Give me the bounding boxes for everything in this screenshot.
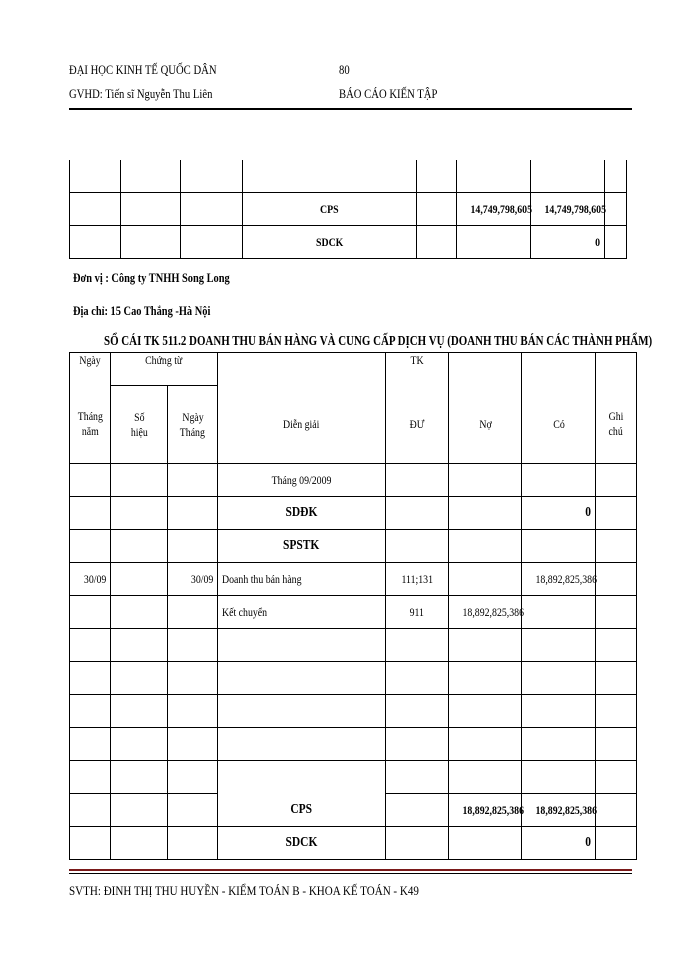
col-chung-tu: Chứng từ [145,353,183,367]
table-row [70,629,637,662]
row1-tk: 111;131 [401,571,433,586]
row1-credit: 18,892,825,386 [535,571,598,586]
supervisor: GVHD: Tiến sĩ Nguyễn Thu Liên [69,86,213,101]
row2-tk: 911 [409,604,425,619]
ledger-header-row-2 [70,386,637,464]
company-address: Địa chỉ: 15 Cao Thắng -Hà Nội [73,303,211,318]
table-row [70,662,637,695]
sddk-label: SDĐK [285,505,318,520]
row2-debit: 18,892,825,386 [462,604,525,619]
ledger-header-row [70,353,637,386]
cps-credit: 14,749,798,605 [544,201,606,216]
col-hieu: hiệu [130,424,148,439]
table-row [70,827,637,860]
col-no: Nợ [478,416,492,431]
table-row [70,226,627,259]
cps-debit: 14,749,798,605 [470,201,532,216]
sdck-credit-main: 0 [585,835,592,850]
col-thang: Tháng [77,409,103,424]
table-row [70,530,637,563]
month-label: Tháng 09/2009 [271,472,332,487]
table-row [70,563,637,596]
spstk-label: SPSTK [283,538,320,553]
row1-doc-date: 30/09 [190,571,214,586]
col-chu: chú [608,424,624,439]
page-number: 80 [339,62,350,77]
row2-desc: Kết chuyển [222,604,268,619]
col-thang-ct: Tháng [179,424,206,439]
table-row [70,695,637,728]
col-nam: năm [81,424,99,439]
ledger-table [69,352,637,860]
table-row [70,728,637,761]
col-co: Có [552,416,565,431]
sdck-credit: 0 [595,234,600,249]
sdck-label: SDCK [315,234,344,249]
table-row [70,596,637,629]
table-row [70,193,627,226]
col-ghi: Ghi [608,409,624,424]
col-tk: TK [410,353,424,367]
table-row [70,497,637,530]
row1-date: 30/09 [83,571,106,586]
row1-desc: Doanh thu bán hàng [222,571,302,586]
company-unit: Đơn vị : Công ty TNHH Song Long [73,270,230,285]
university-name: ĐẠI HỌC KINH TẾ QUỐC DÂN [69,62,217,77]
col-ngay: Ngày [79,353,101,367]
sddk-credit: 0 [585,505,592,520]
table-row [70,794,637,827]
col-du: ĐƯ [409,416,425,431]
sdck-label-main: SDCK [285,835,318,850]
table-row [70,160,627,193]
table-row [70,464,637,497]
cps-label-main: CPS [290,801,313,817]
footer-text: SVTH: ĐINH THỊ THU HUYỀN - KIỂM TOÁN B - KHOA KẾ TOÁN - K49 [69,883,419,898]
cps-credit-main: 18,892,825,386 [535,802,598,817]
cps-label: CPS [320,201,339,216]
report-title: BÁO CÁO KIẾN TẬP [339,86,438,101]
cps-debit-main: 18,892,825,386 [462,802,525,817]
col-so: Số [133,409,145,424]
ledger-title: SỔ CÁI TK 511.2 DOANH THU BÁN HÀNG VÀ CUNG CẤP DỊCH VỤ (DOANH THU BÁN CÁC THÀNH PHẨM) [104,334,653,349]
footer-rule-top [69,869,632,871]
header-rule [69,108,632,110]
table-row [70,761,637,794]
col-ngay-ct: Ngày [181,409,204,424]
footer-rule-bottom [69,873,632,874]
prev-ledger-table [69,160,627,259]
col-dien-giai: Diễn giải [283,416,320,431]
